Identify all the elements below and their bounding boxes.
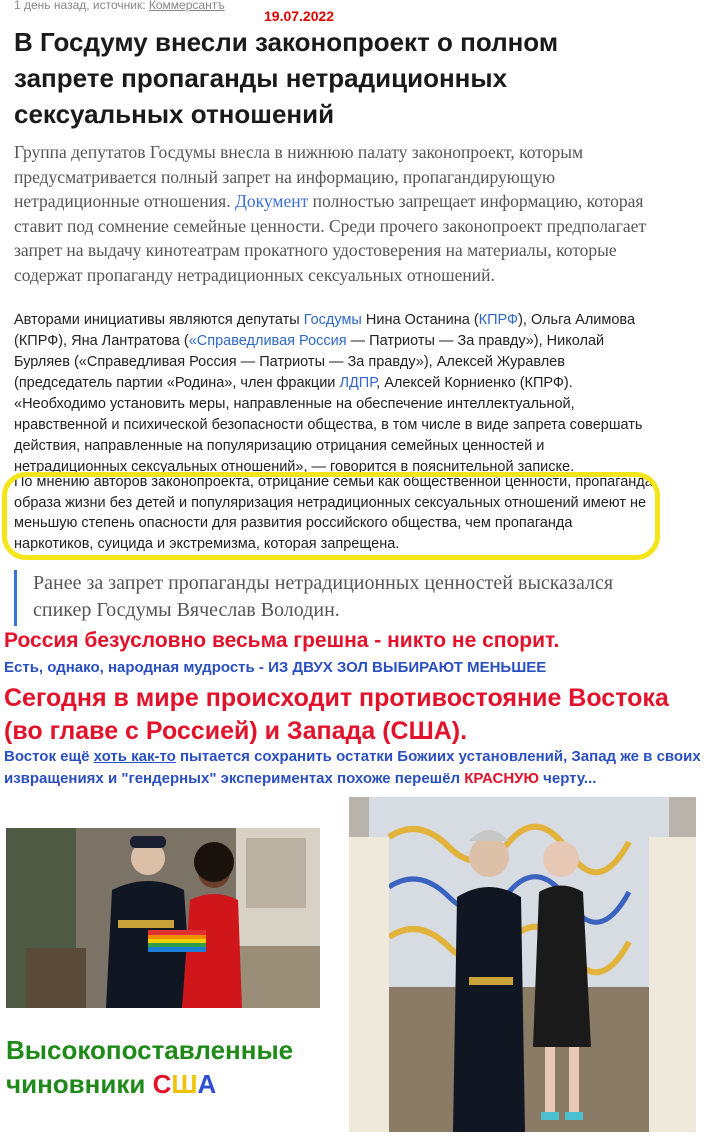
meta-line: [14, 0, 225, 12]
yellow-highlight-frame: [2, 472, 660, 560]
comment-red-1: Россия безусловно весьма грешна - никто не спорит.: [4, 629, 560, 652]
lead-fade: [14, 288, 654, 300]
comment-blue-2-a: Восток ещё: [4, 748, 94, 765]
gosduma-link[interactable]: Госдумы: [303, 312, 362, 328]
posted-text: 1 день назад, источник:: [14, 0, 149, 12]
ldpr-link[interactable]: ЛДПР: [339, 375, 377, 391]
lead-paragraph: [14, 140, 654, 300]
caption-line-2: чиновники: [6, 1069, 153, 1099]
explanatory-quote: «Необходимо установить меры, направленные на обеспечение интеллектуальной, нравственной и психической безопасности общества, в том числе в виде запрета совершать действия, направленные на популяризацию отрицания семейных ценностей и нетрадиционных сексуальных отношений», — говорится в пояснительной записке.: [14, 396, 643, 475]
photo-officials-left: [6, 828, 320, 1008]
sr-link[interactable]: «Справедливая Россия: [188, 333, 347, 349]
source-link[interactable]: Коммерсантъ: [148, 0, 225, 12]
photo-officials-right: [349, 797, 696, 1132]
comment-blue-1: Есть, однако, народная мудрость - ИЗ ДВУХ ЗОЛ ВЫБИРАЮТ МЕНЬШЕЕ: [4, 659, 547, 676]
blockquote: Ранее за запрет пропаганды нетрадиционных ценностей высказался спикер Госдумы Вячеслав Володин.: [14, 570, 654, 626]
highlighted-paragraph: По мнению авторов законопроекта, отрицание семьи как общественной ценности, пропаганда образа жизни без детей и популяризация нетрадиционных сексуальных отношений имеют не меньшую степень опасности для развития российского общества, чем пропаганда наркотиков, суицида и экстремизма, которая запрещена.: [14, 474, 653, 552]
caption-usa-letter-3: А: [197, 1069, 217, 1099]
article-headline: В Госдуму внесли законопроект о полном запрете пропаганды нетрадиционных сексуальных отношений: [14, 27, 559, 129]
photo-caption: [6, 1033, 346, 1101]
caption-usa-letter-1: С: [152, 1069, 172, 1099]
lead-text-b: полностью запрещает информацию, которая ставит под сомнение семейные ценности. Среди прочего законопроект предполагает запрет на выдачу кинотеатрам прокатного удостоверения на материалы, которые содержат пропаганду нетрадиционных сексуальных отношений.: [14, 191, 647, 285]
photo-left-drawing: [6, 828, 320, 1008]
caption-line-1: Высокопоставленные: [6, 1035, 294, 1065]
lead-text-a: Группа депутатов Госдумы внесла в нижнюю палату законопроект, которым предусматривается полный запрет на информацию, пропагандирующую нетрадиционные отношения.: [14, 142, 584, 211]
kprf-link[interactable]: КПРФ: [478, 312, 519, 328]
comment-blue-2-c: черту...: [538, 770, 597, 787]
authors-text-4: — Патриоты — За правду»), Николай Бурляев («Справедливая Россия — Патриоты — За правду»), Алексей Журавлев (председатель партии «Родина», член фракции: [14, 333, 605, 391]
document-link[interactable]: Документ: [234, 191, 309, 211]
authors-text-5: , Алексей Корниенко (КПРФ).: [376, 375, 573, 391]
authors-paragraph: [14, 310, 659, 478]
authors-text-2: Нина Останина (: [361, 312, 479, 328]
comment-blue-2-red: КРАСНУЮ: [464, 770, 539, 787]
photo-right-drawing: [349, 797, 696, 1132]
authors-text-1: Авторами инициативы являются депутаты: [14, 312, 304, 328]
date-stamp: 19.07.2022: [264, 8, 335, 24]
comment-red-2: Сегодня в мире происходит противостояние Востока (во главе с Россией) и Запада (США).: [4, 684, 669, 745]
comment-blue-2: [4, 746, 704, 790]
comment-blue-2-b: пытается сохранить остатки Божиих установлений, Запад же в своих извращениях и "гендерных" экспериментах похоже перешёл: [4, 748, 701, 787]
comment-blue-2-underlined: хоть как-то: [93, 748, 176, 765]
caption-usa-letter-2: Ш: [171, 1069, 198, 1099]
authors-text-3: ), Ольга Алимова (КПРФ), Яна Лантратова (: [14, 312, 636, 349]
